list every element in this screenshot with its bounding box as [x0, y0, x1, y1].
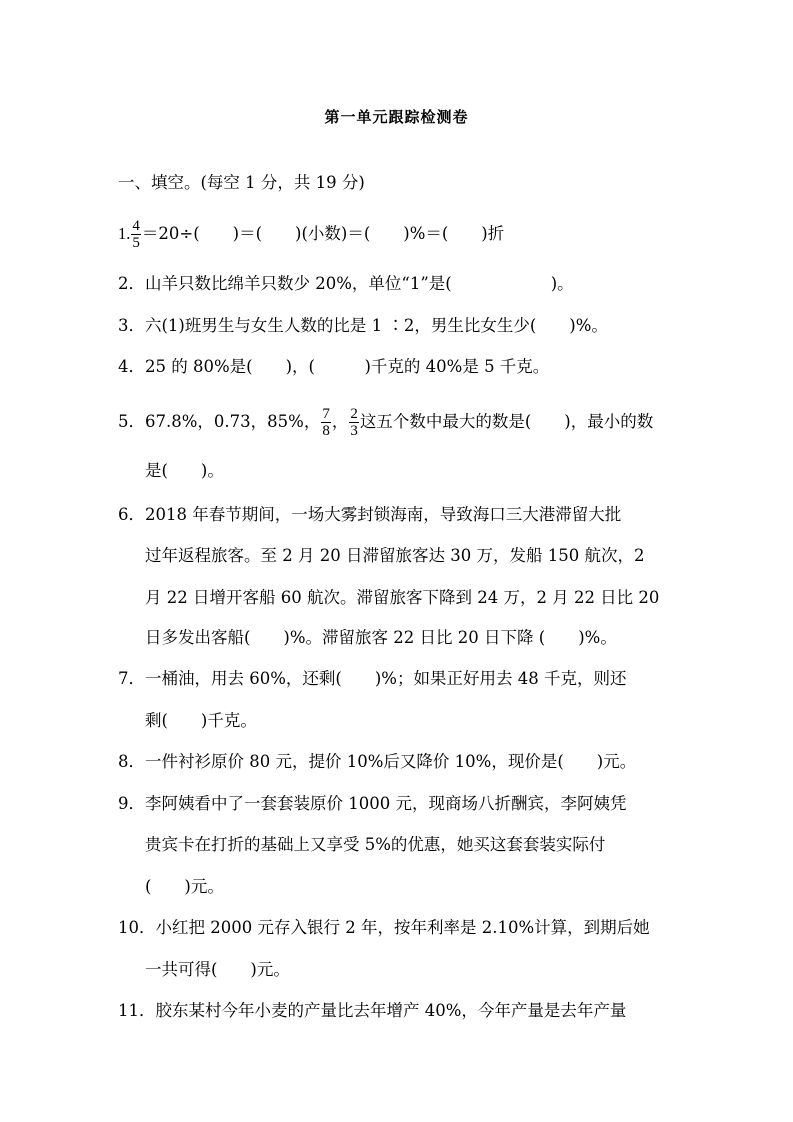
question-1-number: 1.: [118, 224, 131, 243]
question-7-line-1: 7．一桶油，用去 60%，还剩( )%；如果正好用去 48 千克，则还: [118, 669, 627, 688]
question-5-line-2: 是( )。: [145, 461, 224, 480]
question-7-line-2: 剩( )千克。: [145, 711, 257, 730]
fraction-7-8: [321, 406, 331, 439]
fraction-4-5: [131, 218, 141, 251]
page-title: 第一单元跟踪检测卷: [324, 108, 469, 126]
question-1-text: ＝20÷( )＝( )(小数)＝( )%＝( )折: [141, 224, 505, 243]
section-heading: 一、填空。(每空 1 分，共 19 分): [118, 173, 365, 192]
question-5-pre: 5．67.8%，0.73，85%，: [118, 412, 321, 431]
question-6-line-4: 日多发出客船( )%。滞留旅客 22 日比 20 日下降 ( )%。: [145, 628, 617, 647]
question-10-line-2: 一共可得( )元。: [145, 960, 290, 979]
fraction-denominator: 8: [322, 423, 330, 439]
question-2: 2．山羊只数比绵羊只数少 20%，单位“1”是( )。: [118, 274, 574, 293]
question-3: 3．六(1)班男生与女生人数的比是 1 ∶2，男生比女生少( )%。: [118, 316, 608, 335]
question-11-line-1: 11．胶东某村今年小麦的产量比去年增产 40%，今年产量是去年产量: [118, 1001, 627, 1020]
question-8: 8．一件衬衫原价 80 元，提价 10%后又降价 10%，现价是( )元。: [118, 752, 637, 771]
question-9-line-3: ( )元。: [145, 877, 224, 896]
question-5-sep: ，: [331, 412, 349, 431]
fraction-denominator: 3: [350, 423, 358, 439]
question-10-line-1: 10．小红把 2000 元存入银行 2 年，按年利率是 2.10%计算，到期后她: [118, 918, 650, 937]
question-4: 4．25 的 80%是( )，( )千克的 40%是 5 千克。: [118, 357, 550, 376]
question-5-post: 这五个数中最大的数是( )，最小的数: [359, 412, 654, 431]
fraction-numerator: 2: [350, 406, 358, 422]
question-6-line-3: 月 22 日增开客船 60 航次。滞留旅客下降到 24 万，2 月 22 日比 20: [145, 588, 660, 607]
fraction-numerator: 4: [132, 218, 140, 234]
question-1: [118, 218, 504, 251]
fraction-denominator: 5: [132, 235, 140, 251]
question-6-line-1: 6．2018 年春节期间，一场大雾封锁海南，导致海口三大港滞留大批: [118, 505, 622, 524]
question-5: [118, 406, 653, 439]
fraction-2-3: [349, 406, 359, 439]
question-9-line-1: 9．李阿姨看中了一套套装原价 1000 元，现商场八折酬宾，李阿姨凭: [118, 794, 627, 813]
question-6-line-2: 过年返程旅客。至 2 月 20 日滞留旅客达 30 万，发船 150 航次，2: [145, 546, 645, 565]
question-9-line-2: 贵宾卡在打折的基础上又享受 5%的优惠，她买这套套装实际付: [145, 835, 606, 854]
fraction-numerator: 7: [322, 406, 330, 422]
